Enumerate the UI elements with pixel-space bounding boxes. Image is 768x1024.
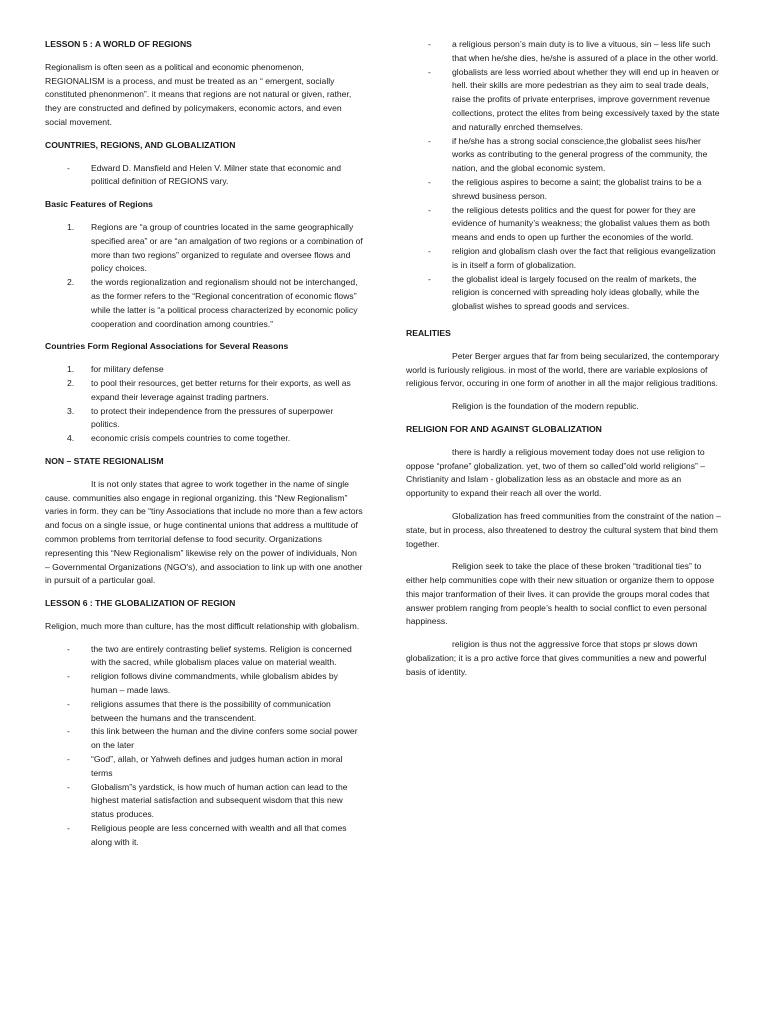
- list-item-text: this link between the human and the divine confers some social power on the later: [91, 726, 358, 751]
- lesson6-intro: Religion, much more than culture, has the most difficult relationship with globalism.: [45, 620, 360, 631]
- religion-vs-globalism-list-continued: [406, 38, 724, 314]
- list-marker: -: [428, 245, 431, 256]
- list-marker: -: [67, 643, 70, 654]
- reasons-list: [45, 363, 363, 446]
- list-item: [45, 670, 363, 698]
- countries-regions-heading: COUNTRIES, REGIONS, AND GLOBALIZATION: [45, 139, 236, 150]
- left-column: [45, 38, 363, 859]
- list-item-text: the religious aspires to become a saint; the globalist trains to be a shrewd business person.: [452, 176, 702, 201]
- list-item: [45, 162, 363, 190]
- list-marker: 4.: [67, 433, 75, 444]
- list-item-text: religion follows divine commandments, while globalism abides by human – made laws.: [91, 671, 338, 696]
- list-item-text: the globalist ideal is largely focused on the realm of markets, the religion is concerned with spreading holy ideas globally, while the globalist wishes to spread goods and services.: [452, 273, 700, 312]
- list-item-text: economic crisis compels countries to come together.: [91, 433, 291, 444]
- realities-heading: REALITIES: [406, 327, 451, 338]
- list-item: [45, 822, 363, 850]
- list-item: [45, 643, 363, 671]
- list-marker: -: [67, 671, 70, 682]
- religion-for-against-heading: RELIGION FOR AND AGAINST GLOBALIZATION: [406, 423, 602, 434]
- basic-features-heading: Basic Features of Regions: [45, 199, 153, 210]
- list-item: [45, 753, 363, 781]
- list-item: [45, 221, 363, 276]
- list-marker: 1.: [67, 221, 75, 232]
- list-marker: -: [67, 754, 70, 765]
- list-marker: 2.: [67, 377, 75, 388]
- list-marker: -: [428, 273, 431, 284]
- list-marker: -: [67, 781, 70, 792]
- list-item-text: the words regionalization and regionalism should not be interchanged, as the former refers to the “Regional concentration of economic flows” while the latter is “a political process characterized by economic policy cooperation and coordination among countries.”: [91, 277, 358, 329]
- lesson5-title: LESSON 5 : A WORLD OF REGIONS: [45, 39, 192, 49]
- realities-paragraph-2: Religion is the foundation of the modern republic.: [452, 401, 639, 412]
- lesson6-title: LESSON 6 : THE GLOBALIZATION OF REGION: [45, 598, 236, 609]
- list-item: [406, 66, 724, 135]
- list-item-text: the religious detests politics and the quest for power for they are evidence of humanity’s weakness; the globalist values them as both means and ends to open up further the economies of the world.: [452, 204, 710, 243]
- right-column: [406, 38, 724, 689]
- list-marker: -: [428, 66, 431, 77]
- non-state-regionalism-heading: NON – STATE REGIONALISM: [45, 455, 164, 466]
- list-marker: -: [428, 176, 431, 187]
- reasons-heading: Countries Form Regional Associations for Several Reasons: [45, 341, 289, 352]
- rfag-paragraph-2: Globalization has freed communities from the constraint of the nation – state, but in process, also threatened to destroy the cultural system that bind them together.: [406, 510, 721, 549]
- list-item-text: Religious people are less concerned with wealth and all that comes along with it.: [91, 823, 347, 847]
- list-item: [406, 176, 724, 204]
- list-item-text: Regions are “a group of countries located in the same geographically specified area” or are “an amalgation of two regions or a combination of more than two regions” organized to regulate and oversee flows and policy choices.: [91, 221, 363, 274]
- list-item-text: a religious person’s main duty is to live a vituous, sin – less life such that when he/she dies, he/she is assured of a place in the other world.: [452, 39, 719, 63]
- list-item: [45, 276, 363, 331]
- rfag-paragraph-1: there is hardly a religious movement today does not use religion to oppose “profane” globalization. yet, two of them so called”old world religions” – Christianity and Islam - globalization less as an obstacle and more as an opportunity to expand their reach all over the world.: [406, 446, 706, 499]
- list-item: [406, 204, 724, 245]
- list-marker: -: [67, 823, 70, 834]
- list-item-text: to protect their independence from the pressures of superpower politics.: [91, 405, 334, 430]
- list-marker: -: [428, 204, 431, 215]
- religion-vs-globalism-list: [45, 643, 363, 850]
- non-state-paragraph: It is not only states that agree to work together in the name of single cause. communities also engage in regional organizing. this “New Regionalism” varies in form. they can be “tiny Associations that include no more than a few actors and focus on a single issue, or huge continental unions that address a multitude of common problems from territorial defense to food security. Organizations representing this “New Regionalism” likewise rely on the power of individuals, Non – Governmental Organizations (NGO’s), and association to link up with one another in pursuit of a particular goal.: [45, 478, 363, 586]
- realities-paragraph-1: Peter Berger argues that far from being secularized, the contemporary world is furiously religious. in most of the world, there are variable explosions of religious fervor, occuring in one form of another in all the major religious traditions.: [406, 350, 720, 389]
- list-item-text: “God”, allah, or Yahweh defines and judges human action in moral terms: [91, 754, 343, 778]
- list-item: [406, 245, 724, 273]
- list-item: [406, 38, 724, 66]
- list-marker: -: [67, 726, 70, 737]
- list-item-text: Globalism”s yardstick, is how much of human action can lead to the highest material satisfaction and subsequent wisdom that this new status produces.: [91, 781, 348, 820]
- list-item-text: if he/she has a strong social conscience,the globalist sees his/her works as contributing to the general progress of the community, the nation, and the global economic system.: [452, 135, 708, 174]
- list-item: [45, 432, 363, 446]
- list-item: [45, 725, 363, 753]
- list-item-text: religions assumes that there is the possibility of communication between the humans and the transcendent.: [91, 698, 331, 723]
- list-marker: 3.: [67, 405, 75, 416]
- list-marker: -: [428, 39, 431, 49]
- basic-features-list: [45, 221, 363, 331]
- list-item: [45, 363, 363, 377]
- list-item: [45, 377, 363, 405]
- list-item: [406, 273, 724, 314]
- list-item-text: the two are entirely contrasting belief systems. Religion is concerned with the sacred, while globalism places value on material wealth.: [91, 643, 352, 668]
- list-marker: -: [67, 162, 70, 173]
- list-item-text: Edward D. Mansfield and Helen V. Milner state that economic and political definition of REGIONS vary.: [91, 162, 341, 187]
- list-item: [45, 781, 363, 822]
- list-marker: -: [67, 698, 70, 709]
- list-item-text: for military defense: [91, 364, 164, 375]
- list-item-text: religion and globalism clash over the fact that religious evangelization is in itself a form of globalization.: [452, 245, 716, 270]
- list-item: [406, 135, 724, 176]
- list-item: [45, 698, 363, 726]
- crg-list: [45, 162, 363, 190]
- list-marker: 2.: [67, 277, 75, 288]
- list-item-text: globalists are less worried about whether they will end up in heaven or hell. their skills are more pedestrian as they aim to seal trade deals, raise the profits of private enterprises, improve government revenue collections, protect the elites from being excessively taxed by the state and naturally enrched themselves.: [452, 66, 720, 132]
- list-marker: 1.: [67, 364, 75, 375]
- list-item-text: to pool their resources, get better returns for their exports, as well as expand their leverage against trading partners.: [91, 377, 351, 402]
- regionalism-intro: Regionalism is often seen as a political and economic phenomenon, REGIONALISM is a process, and must be treated as an “ emergent, socially constituted phenonmenon”. it means that regions are not natural or given, rather, they are constructed and defined by policymakers, economic actors, and even social movement.: [45, 61, 352, 127]
- list-item: [45, 405, 363, 433]
- list-marker: -: [428, 135, 431, 146]
- rfag-paragraph-3: Religion seek to take the place of these broken “traditional ties” to either help communities cope with their new situation or organize them to oppose this major tranformation of their lives. it can provide the groups moral codes that answer problem ranging from people’s health to social conflict to even personal happiness.: [406, 561, 715, 627]
- rfag-paragraph-4: religion is thus not the aggressive force that stops pr slows down globalization; it is a pro active force that gives communities a new and powerful basis of identity.: [406, 639, 707, 677]
